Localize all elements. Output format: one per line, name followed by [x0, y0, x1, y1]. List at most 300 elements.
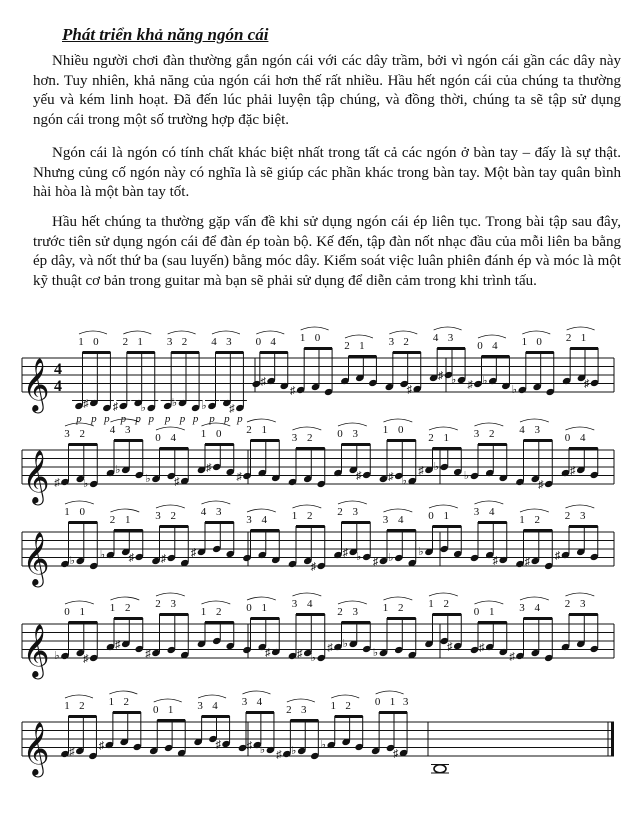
finger-number: 1: [137, 336, 143, 348]
note-beam: [205, 443, 234, 446]
flat-sign: ♭: [511, 384, 517, 396]
slur: [338, 601, 367, 604]
finger-number: 3: [170, 598, 177, 610]
note-beam: [342, 521, 371, 524]
finger-number: 1: [299, 332, 306, 344]
flat-sign: ♭: [69, 555, 75, 567]
finger-number: 1: [108, 696, 115, 708]
finger-number: 2: [122, 336, 129, 348]
sharp-sign: ♯: [83, 398, 89, 410]
flat-sign: ♭: [171, 397, 178, 409]
finger-number: 2: [216, 606, 222, 618]
note-beam: [304, 347, 332, 350]
finger-number: 2: [428, 432, 434, 444]
sharp-sign: ♯: [327, 642, 333, 654]
slur: [475, 601, 504, 604]
slur: [331, 695, 359, 698]
finger-number: 2: [246, 424, 252, 436]
finger-number: 2: [398, 602, 404, 614]
sharp-sign: ♯: [509, 651, 515, 663]
finger-number: 2: [443, 598, 450, 610]
finger-number: 4: [398, 514, 404, 526]
music-score: [0, 332, 640, 813]
sharp-sign: ♯: [190, 547, 197, 559]
slur: [520, 597, 549, 600]
treble-clef: 𝄞: [22, 723, 50, 774]
finger-number: 0: [398, 424, 404, 436]
note-beam: [569, 525, 598, 528]
note-beam: [570, 347, 598, 350]
flat-sign: ♭: [463, 470, 470, 482]
sharp-sign: ♯: [447, 641, 453, 653]
sharp-sign: ♯: [467, 379, 473, 391]
finger-number: 4: [432, 332, 439, 344]
finger-number: 1: [79, 606, 86, 618]
slur: [338, 501, 367, 504]
slur: [384, 597, 413, 600]
slur: [293, 593, 322, 596]
sharp-sign: ♯: [174, 476, 180, 488]
pluck-mark: p: [91, 413, 97, 425]
finger-number: 2: [155, 598, 161, 610]
finger-number: 2: [79, 428, 86, 440]
finger-number: 0: [473, 606, 480, 618]
note-beam: [114, 617, 143, 620]
note-beam: [160, 447, 189, 450]
note-beam: [246, 711, 274, 714]
slur: [212, 331, 240, 334]
treble-clef: 𝄞: [22, 359, 50, 410]
slur: [566, 427, 595, 430]
sharp-sign: ♯: [524, 556, 531, 568]
flat-sign: ♭: [83, 478, 89, 490]
finger-number: 1: [109, 602, 116, 614]
sharp-sign: ♯: [372, 556, 379, 568]
finger-number: 2: [307, 510, 313, 522]
finger-number: 3: [226, 336, 232, 348]
paragraph-exercise-instructions: Hầu hết chúng ta thường gặp vấn đề khi sử dụng ngón cái ép liên tục. Trong bài tập sau đây, trước tiên sử dụng ngón cái để đàn ép toàn bộ. Kế đến, tập đàn nốt nhạc đầu của mỗi liên ba bằng ép dây, và nốt thứ ba (sau luyến) bằng móc dây. Kiểm soát việc luân phiên đánh ép và móc là một kỹ thuật cơ bản trong guitar mà bạn sẽ phải sử dụng để diễn cảm trong khi trình tấu.: [33, 214, 621, 289]
finger-number: 1: [521, 336, 528, 348]
finger-number: 2: [109, 514, 116, 526]
finger-number: 1: [64, 506, 70, 518]
finger-number: 1: [382, 602, 389, 614]
note-beam: [69, 443, 98, 446]
finger-number: 1: [519, 514, 525, 526]
flat-sign: ♭: [54, 650, 60, 662]
flat-sign: ♭: [372, 647, 379, 659]
slur: [247, 597, 276, 600]
finger-number: 3: [382, 514, 389, 526]
note-beam: [160, 525, 189, 528]
slur: [384, 419, 413, 422]
sharp-sign: ♯: [388, 471, 394, 483]
sharp-sign: ♯: [554, 550, 561, 562]
finger-number: 0: [314, 332, 321, 344]
note-beam: [387, 617, 416, 620]
note-beam: [114, 529, 143, 532]
finger-number: 2: [123, 696, 129, 708]
note-beam: [526, 351, 554, 354]
finger-number: 3: [519, 602, 525, 614]
finger-number: 1: [261, 602, 268, 614]
pluck-mark: p: [148, 413, 155, 425]
sharp-sign: ♯: [54, 477, 60, 489]
sharp-sign: ♯: [289, 385, 296, 397]
finger-number: 4: [307, 598, 313, 610]
finger-number: 4: [212, 700, 218, 712]
note-beam: [387, 529, 416, 532]
note-beam: [251, 529, 280, 532]
note-beam: [296, 525, 325, 528]
note-beam: [113, 711, 141, 714]
note-beam: [296, 447, 325, 450]
whole-note: [434, 765, 446, 773]
note-beam: [216, 351, 244, 354]
slur: [156, 505, 185, 508]
finger-number: 2: [170, 510, 177, 522]
flat-sign: ♭: [401, 475, 407, 487]
sharp-sign: ♯: [437, 370, 444, 382]
flat-sign: ♭: [259, 744, 266, 756]
slur: [293, 427, 322, 430]
slur: [123, 331, 151, 334]
finger-number: 1: [167, 704, 174, 716]
slur: [345, 335, 373, 338]
finger-number: 1: [443, 510, 450, 522]
slur: [79, 331, 107, 334]
note-beam: [290, 719, 318, 722]
slur: [287, 699, 315, 702]
finger-number: 3: [352, 506, 359, 518]
note-beam: [387, 439, 416, 442]
slur: [202, 501, 231, 504]
sharp-sign: ♯: [236, 471, 242, 483]
finger-number: 2: [489, 428, 495, 440]
sharp-sign: ♯: [297, 648, 303, 660]
finger-number: 1: [428, 598, 434, 610]
slur: [111, 597, 140, 600]
slur: [434, 327, 462, 330]
finger-number: 1: [580, 332, 587, 344]
finger-number: 4: [270, 336, 276, 348]
finger-number: 0: [374, 696, 381, 708]
pluck-mark: p: [120, 413, 127, 425]
note-beam: [349, 355, 377, 358]
note-beam: [160, 613, 189, 616]
flat-sign: ♭: [433, 461, 439, 473]
slur: [522, 331, 550, 334]
slur: [65, 601, 94, 604]
slur: [566, 593, 595, 596]
slur: [384, 509, 413, 512]
treble-clef: 𝄞: [22, 451, 50, 502]
slur: [256, 331, 284, 334]
flat-sign: ♭: [140, 402, 146, 414]
finger-number: 4: [109, 424, 116, 436]
slur: [168, 331, 196, 334]
slur: [520, 509, 549, 512]
finger-number: 3: [64, 428, 70, 440]
sharp-sign: ♯: [98, 740, 105, 752]
paragraph-intro: Nhiều người chơi đàn thường gắn ngón cái với các dây trầm, bởi vì ngón cái gần các dây này hơn. Tuy nhiên, khả năng của ngón cái hơn thế rất nhiều. Hầu hết ngón cái của chúng ta thường yếu và kém linh hoạt. Đã đến lúc phải luyện tập chúng, và đồng thời, chúng ta sẽ tập sử dụng ngón cái trong một số trường hợp đặc biệt.: [33, 53, 621, 128]
finger-number: 0: [564, 432, 571, 444]
flat-sign: ♭: [310, 652, 316, 664]
finger-number: 3: [473, 506, 480, 518]
slur: [65, 695, 93, 698]
slur: [429, 593, 458, 596]
flat-sign: ♭: [356, 551, 362, 563]
sharp-sign: ♯: [538, 479, 544, 491]
finger-number: 1: [389, 696, 396, 708]
flat-sign: ♭: [115, 464, 121, 476]
note-beam: [335, 715, 363, 718]
slur: [156, 593, 185, 596]
finger-number: 3: [166, 336, 173, 348]
slur: [109, 691, 137, 694]
flat-sign: ♭: [482, 375, 488, 387]
finger-number: 4: [256, 696, 263, 708]
note-beam: [127, 351, 155, 354]
note-beam: [260, 351, 288, 354]
sharp-sign: ♯: [265, 647, 271, 659]
finger-number: 1: [78, 336, 84, 348]
finger-number: 1: [200, 606, 207, 618]
sharp-sign: ♯: [392, 748, 399, 760]
note-beam: [433, 447, 462, 450]
treble-clef: 𝄞: [22, 533, 50, 584]
pluck-mark: p: [224, 413, 230, 425]
note-beam: [478, 521, 507, 524]
finger-number: 2: [565, 332, 572, 344]
sharp-sign: ♯: [229, 403, 235, 415]
slur: [243, 691, 271, 694]
sharp-sign: ♯: [83, 653, 89, 665]
sharp-sign: ♯: [583, 378, 590, 390]
slur: [338, 423, 367, 426]
finger-number: 3: [216, 506, 222, 518]
finger-number: 4: [519, 424, 525, 436]
note-beam: [114, 439, 143, 442]
note-beam: [296, 613, 325, 616]
note-beam: [205, 621, 234, 624]
sharp-sign: ♯: [310, 561, 317, 573]
finger-number: 2: [564, 510, 571, 522]
note-beam: [251, 617, 280, 620]
slur: [111, 509, 140, 512]
finger-number: 4: [580, 432, 586, 444]
flat-sign: ♭: [99, 549, 106, 561]
slur: [567, 327, 595, 330]
finger-number: 0: [255, 336, 262, 348]
finger-number: 4: [534, 602, 541, 614]
note-beam: [433, 613, 462, 616]
note-beam: [524, 439, 553, 442]
finger-number: 1: [125, 514, 131, 526]
finger-number: 4: [492, 340, 498, 352]
slur: [154, 699, 182, 702]
finger-number: 0: [536, 336, 542, 348]
time-signature-bottom: 4: [54, 378, 62, 395]
note-beam: [157, 719, 185, 722]
finger-number: 2: [307, 432, 313, 444]
pluck-mark: p: [164, 413, 171, 425]
finger-number: 3: [473, 428, 480, 440]
flat-sign: ♭: [145, 473, 151, 485]
note-beam: [83, 351, 111, 354]
finger-number: 4: [489, 506, 495, 518]
flat-sign: ♭: [388, 552, 394, 564]
finger-number: 2: [337, 606, 343, 618]
sharp-sign: ♯: [342, 547, 349, 559]
slur: [566, 505, 595, 508]
note-beam: [433, 525, 462, 528]
finger-number: 2: [286, 704, 292, 716]
finger-number: 4: [200, 506, 207, 518]
sharp-sign: ♯: [356, 470, 362, 482]
finger-number: 3: [447, 332, 454, 344]
note-beam: [393, 351, 421, 354]
finger-number: 1: [359, 340, 365, 352]
note-beam: [482, 355, 510, 358]
pluck-mark: p: [135, 413, 141, 425]
slur: [475, 501, 504, 504]
finger-number: 1: [291, 510, 298, 522]
note-beam: [69, 521, 98, 524]
finger-number: 0: [216, 428, 222, 440]
finger-number: 3: [300, 704, 307, 716]
slur: [389, 331, 417, 334]
note-beam: [478, 443, 507, 446]
slur: [247, 509, 276, 512]
finger-number: 0: [93, 336, 99, 348]
finger-number: 0: [155, 432, 161, 444]
sharp-sign: ♯: [492, 555, 499, 567]
slur: [198, 695, 226, 698]
finger-number: 3: [388, 336, 395, 348]
finger-number: 1: [382, 424, 389, 436]
finger-number: 3: [125, 424, 131, 436]
slur: [293, 505, 322, 508]
finger-number: 3: [291, 598, 298, 610]
slur: [520, 419, 549, 422]
slur: [429, 427, 458, 430]
finger-number: 2: [564, 598, 571, 610]
sharp-sign: ♯: [145, 648, 151, 660]
pluck-mark: p: [237, 413, 243, 425]
finger-number: 3: [402, 696, 409, 708]
finger-number: 1: [443, 432, 450, 444]
slur: [376, 691, 404, 694]
note-beam: [569, 613, 598, 616]
pluck-mark: p: [179, 413, 186, 425]
note-beam: [171, 351, 199, 354]
flat-sign: ♭: [201, 400, 207, 412]
finger-number: 0: [246, 602, 252, 614]
note-beam: [478, 621, 507, 624]
sharp-sign: ♯: [246, 740, 253, 752]
finger-number: 2: [79, 700, 85, 712]
finger-number: 2: [345, 700, 351, 712]
finger-number: 3: [197, 700, 203, 712]
sharp-sign: ♯: [160, 553, 167, 565]
flat-sign: ♭: [291, 745, 297, 757]
finger-number: 1: [261, 424, 268, 436]
finger-number: 2: [181, 336, 188, 348]
finger-number: 3: [352, 606, 359, 618]
finger-number: 3: [155, 510, 161, 522]
finger-number: 4: [170, 432, 177, 444]
slur: [65, 501, 94, 504]
flat-sign: ♭: [450, 374, 457, 386]
finger-number: 1: [489, 606, 495, 618]
finger-number: 0: [428, 510, 434, 522]
finger-number: 0: [79, 506, 86, 518]
finger-number: 2: [403, 336, 409, 348]
note-beam: [205, 521, 234, 524]
finger-number: 3: [580, 510, 586, 522]
paragraph-thumb-nature: Ngón cái là ngón có tính chất khác biệt nhất trong tất cả các ngón ở bàn tay – đấy là sự thật. Nhưng củng cố ngón này có nghĩa là sẽ giúp các phần khác trong bàn tay. Một bàn tay quân bình hài hòa là một bàn tay tốt.: [33, 145, 621, 200]
finger-number: 3: [246, 514, 252, 526]
treble-clef: 𝄞: [22, 625, 50, 676]
slur: [429, 505, 458, 508]
finger-number: 2: [344, 340, 350, 352]
finger-number: 1: [64, 700, 70, 712]
finger-number: 3: [580, 598, 586, 610]
slur: [301, 327, 329, 330]
finger-number: 3: [534, 424, 541, 436]
slur: [475, 423, 504, 426]
finger-number: 2: [337, 506, 343, 518]
finger-number: 0: [337, 428, 343, 440]
note-beam: [202, 715, 230, 718]
sharp-sign: ♯: [215, 739, 221, 751]
finger-number: 0: [477, 340, 483, 352]
note-beam: [342, 621, 371, 624]
note-beam: [437, 347, 465, 350]
time-signature-top: 4: [54, 361, 62, 378]
finger-number: 0: [64, 606, 70, 618]
finger-number: 3: [241, 696, 248, 708]
slur: [247, 419, 276, 422]
finger-number: 1: [200, 428, 207, 440]
final-barline-thick: [611, 722, 614, 756]
sharp-sign: ♯: [418, 465, 424, 477]
sharp-sign: ♯: [128, 552, 135, 564]
sharp-sign: ♯: [406, 384, 413, 396]
sharp-sign: ♯: [479, 642, 485, 654]
pluck-mark: p: [209, 413, 215, 425]
note-beam: [524, 529, 553, 532]
finger-number: 3: [291, 432, 298, 444]
note-beam: [69, 715, 97, 718]
note-beam: [342, 443, 371, 446]
sharp-sign: ♯: [206, 462, 212, 474]
pluck-mark: p: [76, 413, 82, 425]
slur: [156, 427, 185, 430]
finger-number: 1: [330, 700, 336, 712]
note-beam: [69, 621, 98, 624]
finger-number: 2: [534, 514, 541, 526]
finger-number: 4: [261, 514, 268, 526]
sharp-sign: ♯: [276, 749, 282, 761]
note-beam: [251, 439, 280, 442]
note-beam: [524, 617, 553, 620]
sharp-sign: ♯: [570, 465, 576, 477]
flat-sign: ♭: [320, 739, 326, 751]
slur: [478, 335, 506, 338]
pluck-mark: p: [192, 413, 199, 425]
flat-sign: ♭: [342, 638, 348, 650]
